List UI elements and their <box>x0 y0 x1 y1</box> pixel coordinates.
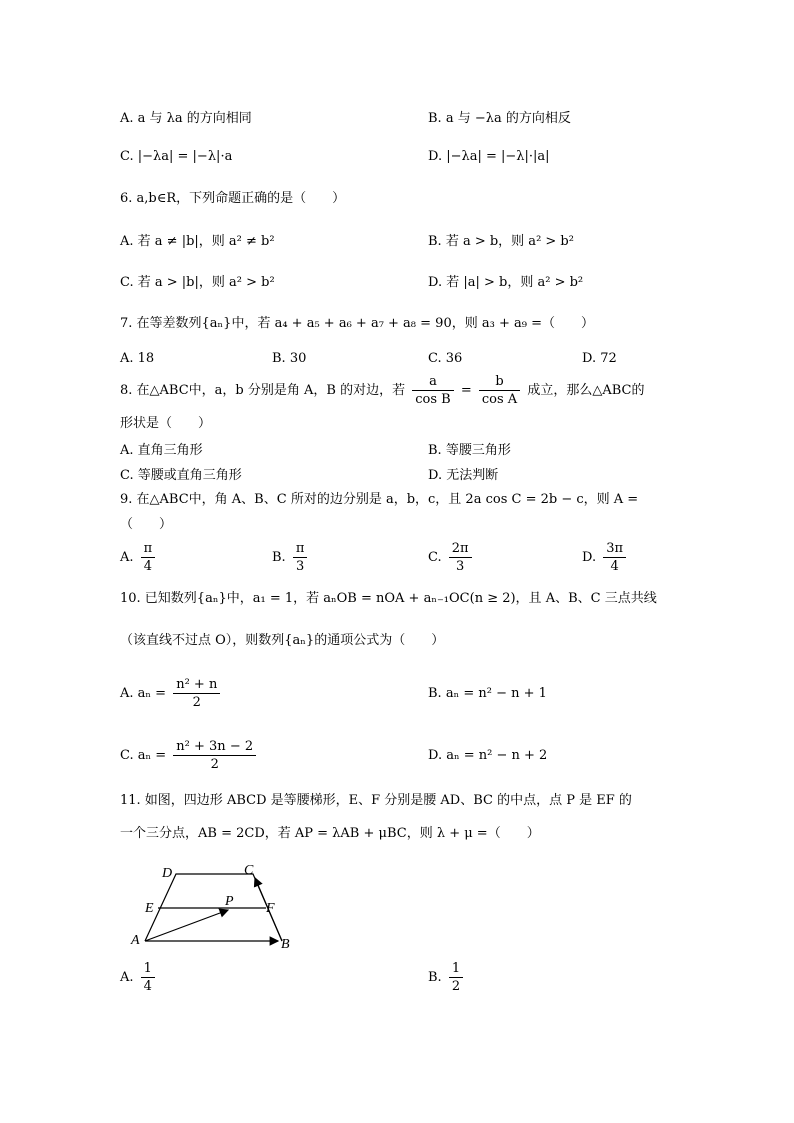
q9-option-a <box>120 540 158 575</box>
q7-stem: 7. 在等差数列{aₙ}中，若 a₄ + a₅ + a₆ + a₇ + a₈ = 90，则 a₃ + a₉ =（ ） <box>120 316 594 331</box>
q9-c-num: 2π <box>449 540 472 558</box>
q9-a-fraction <box>141 540 156 575</box>
q8-stem-post: 成立，那么△ABC的 <box>527 383 645 398</box>
q8-fraction-2 <box>479 373 520 408</box>
q6-option-a: A. 若 a ≠ |b|，则 a² ≠ b² <box>120 234 275 249</box>
q11-b-den: 2 <box>451 979 461 994</box>
q9-a-num: π <box>141 540 156 558</box>
q9-b-num: π <box>293 540 308 558</box>
q9-option-b <box>272 540 310 575</box>
q8-equals: = <box>460 383 472 398</box>
q11-option-b <box>428 960 466 995</box>
q8-option-c: C. 等腰或直角三角形 <box>120 468 242 483</box>
q10-option-d: D. aₙ = n² − n + 2 <box>428 748 548 763</box>
q8-stem-pre: 8. 在△ABC中，a，b 分别是角 A，B 的对边，若 <box>120 383 406 398</box>
label-b: B <box>281 937 290 952</box>
q9-a-label: A. <box>120 550 134 565</box>
q9-d-fraction <box>603 540 626 575</box>
q6-option-d: D. 若 |a| > b，则 a² > b² <box>428 275 584 290</box>
q9-c-den: 3 <box>456 559 465 574</box>
q10-a-den: 2 <box>192 695 201 710</box>
q10-option-a <box>120 676 223 711</box>
q9-d-label: D. <box>582 550 597 565</box>
q9-c-fraction <box>449 540 472 575</box>
q8-stem-2: 形状是（ ） <box>120 416 212 431</box>
q9-option-d <box>582 540 629 575</box>
q6-option-c: C. 若 a > |b|，则 a² > b² <box>120 275 275 290</box>
q8-frac1-den: cos B <box>415 392 451 407</box>
q10-a-label: A. aₙ = <box>120 686 167 701</box>
q9-d-den: 4 <box>610 559 619 574</box>
q8-option-d: D. 无法判断 <box>428 468 499 483</box>
q9-c-label: C. <box>428 550 442 565</box>
q11-stem-2: 一个三分点，AB = 2CD，若 AP = λAB + μBC，则 λ + μ =（ ） <box>120 826 540 841</box>
q10-a-fraction <box>173 676 220 711</box>
q11-b-fraction <box>449 960 463 995</box>
q6-stem: 6. a,b∈R，下列命题正确的是（ ） <box>120 191 346 206</box>
q11-a-label: A. <box>120 970 134 985</box>
q9-b-den: 3 <box>295 559 305 574</box>
q7-option-b: B. 30 <box>272 351 307 366</box>
q11-option-a <box>120 960 158 995</box>
q10-c-den: 2 <box>210 757 219 772</box>
q5-option-d: D. |−λa| = |−λ|·|a| <box>428 149 550 164</box>
q8-fraction-1 <box>412 373 453 408</box>
q9-option-c <box>428 540 475 575</box>
q11-a-fraction <box>141 960 155 995</box>
label-a: A <box>131 933 140 948</box>
q8-frac2-num: b <box>479 373 520 391</box>
q10-c-label: C. aₙ = <box>120 748 167 763</box>
q11-stem: 11. 如图，四边形 ABCD 是等腰梯形，E、F 分别是腰 AD、BC 的中点，点 P 是 EF 的 <box>120 793 632 808</box>
q10-option-b: B. aₙ = n² − n + 1 <box>428 686 547 701</box>
q8-option-b: B. 等腰三角形 <box>428 443 511 458</box>
q9-b-fraction <box>293 540 308 575</box>
q9-d-num: 3π <box>603 540 626 558</box>
q7-option-a: A. 18 <box>120 351 155 366</box>
q8-frac1-num: a <box>412 373 453 391</box>
q9-stem: 9. 在△ABC中，角 A、B、C 所对的边分别是 a，b，c，且 2a cos C = 2b − c，则 A = <box>120 492 639 507</box>
q11-a-den: 4 <box>143 979 152 994</box>
q11-b-label: B. <box>428 970 442 985</box>
q10-option-c <box>120 738 259 773</box>
label-p: P <box>225 894 234 909</box>
q5-option-b: B. a 与 −λa 的方向相反 <box>428 111 571 126</box>
q9-stem-2: （ ） <box>120 517 173 532</box>
q10-c-num: n² + 3n − 2 <box>173 738 256 756</box>
q10-a-num: n² + n <box>173 676 220 694</box>
q5-option-c: C. |−λa| = |−λ|·a <box>120 149 233 164</box>
q7-option-c: C. 36 <box>428 351 463 366</box>
label-e: E <box>145 901 154 916</box>
label-c: C <box>244 863 254 878</box>
q6-option-b: B. 若 a > b，则 a² > b² <box>428 234 574 249</box>
q8-frac2-den: cos A <box>481 392 518 407</box>
label-f: F <box>266 901 275 916</box>
q9-b-label: B. <box>272 550 286 565</box>
q11-a-num: 1 <box>141 960 155 978</box>
q8-stem <box>120 372 644 410</box>
label-d: D <box>162 866 173 881</box>
q10-stem-2: （该直线不过点 O），则数列{aₙ}的通项公式为（ ） <box>120 633 445 648</box>
q10-stem: 10. 已知数列{aₙ}中，a₁ = 1，若 aₙOB = nOA + aₙ₋₁OC(n ≥ 2)，且 A、B、C 三点共线 <box>120 591 657 606</box>
q7-option-d: D. 72 <box>582 351 617 366</box>
q5-option-a: A. a 与 λa 的方向相同 <box>120 111 252 126</box>
q10-c-fraction <box>173 738 256 773</box>
trapezoid-figure <box>125 858 300 953</box>
q8-option-a: A. 直角三角形 <box>120 443 203 458</box>
q9-a-den: 4 <box>143 559 153 574</box>
q11-b-num: 1 <box>449 960 463 978</box>
